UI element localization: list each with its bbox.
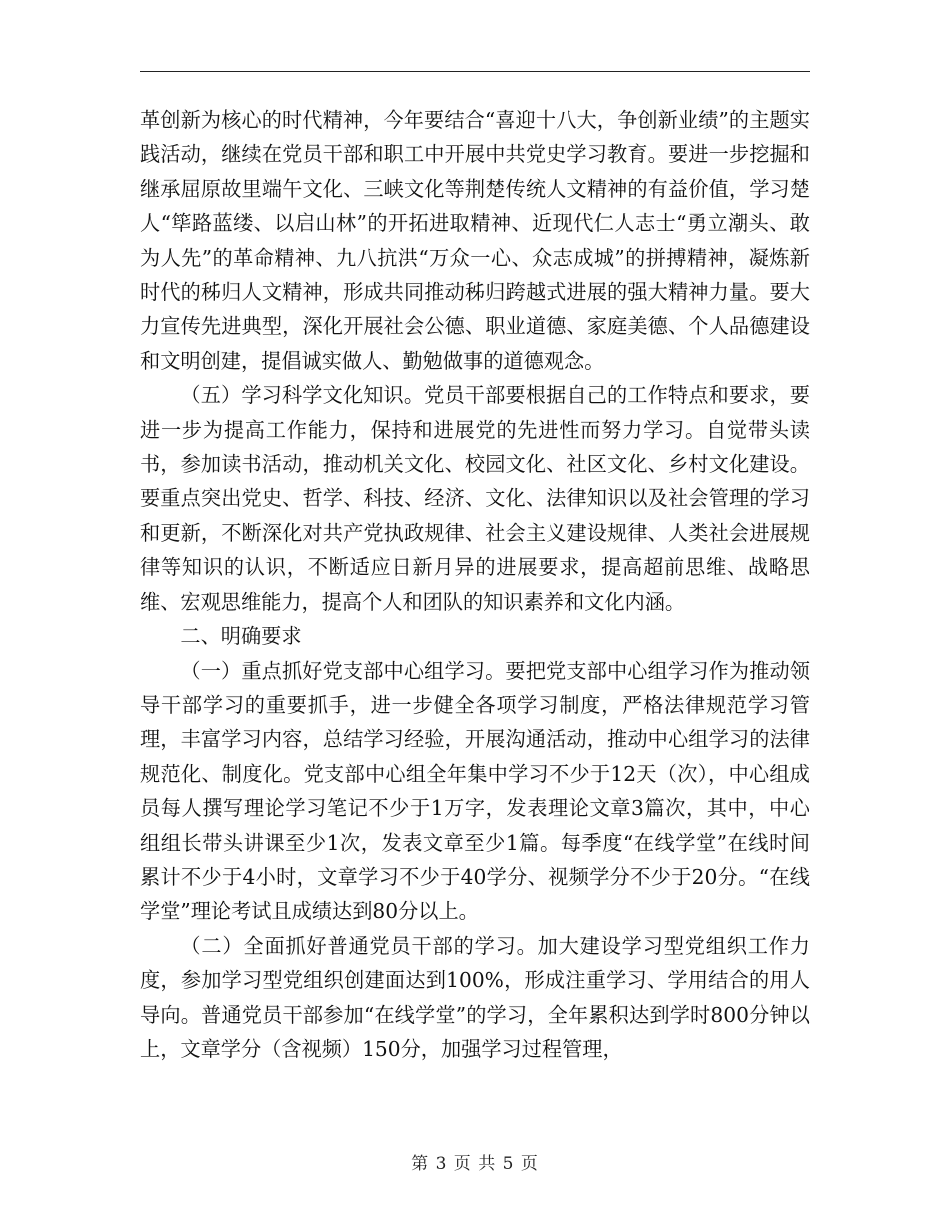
paragraph: （二）全面抓好普通党员干部的学习。加大建设学习型党组织工作力度，参加学习型党组织创建面达到100%，形成注重学习、学用结合的用人导向。普通党员干部参加“在线学堂”的学习，全年累积达到学时800分钟以上，文章学分（含视频）150分，加强学习过程管理， [140, 933, 810, 1061]
page-number: 第 3 页 共 5 页 [411, 1154, 539, 1174]
section-heading: 二、明确要求 [180, 624, 302, 649]
header-rule [140, 71, 810, 72]
paragraph: （一）重点抓好党支部中心组学习。要把党支部中心组学习作为推动领导干部学习的重要抓手，进一步健全各项学习制度，严格法律规范学习管理，丰富学习内容，总结学习经验，开展沟通活动，推动中心组学习的法律规范化、制度化。党支部中心组全年集中学习不少于12天（次），中心组成员每人撰写理论学习笔记不少于1万字，发表理论文章3篇次，其中，中心组组长带头讲课至少1次，发表文章至少1篇。每季度“在线学堂”在线时间累计不少于4小时，文章学习不少于40学分、视频学分不少于20分。“在线学堂”理论考试且成绩达到80分以上。 [140, 658, 810, 924]
paragraph: （五）学习科学文化知识。党员干部要根据自己的工作特点和要求，要进一步为提高工作能力，保持和进展党的先进性而努力学习。自觉带头读书，参加读书活动，推动机关文化、校园文化、社区文化、乡村文化建设。要重点突出党史、哲学、科技、经济、文化、法律知识以及社会管理的学习和更新，不断深化对共产党执政规律、社会主义建设规律、人类社会进展规律等知识的认识，不断适应日新月异的进展要求，提高超前思维、战略思维、宏观思维能力，提高个人和团队的知识素养和文化内涵。 [140, 383, 810, 614]
paragraph: 革创新为核心的时代精神，今年要结合“喜迎十八大，争创新业绩”的主题实践活动，继续在党员干部和职工中开展中共党史学习教育。要进一步挖掘和继承屈原故里端午文化、三峡文化等荆楚传统人文精神的有益价值，学习楚人“筚路蓝缕、以启山林”的开拓进取精神、近现代仁人志士“勇立潮头、敢为人先”的革命精神、九八抗洪“万众一心、众志成城”的拼搏精神，凝炼新时代的秭归人文精神，形成共同推动秭归跨越式进展的强大精神力量。要大力宣传先进典型，深化开展社会公德、职业道德、家庭美德、个人品德建设和文明创建，提倡诚实做人、勤勉做事的道德观念。 [140, 108, 810, 373]
body-text [140, 103, 810, 1066]
